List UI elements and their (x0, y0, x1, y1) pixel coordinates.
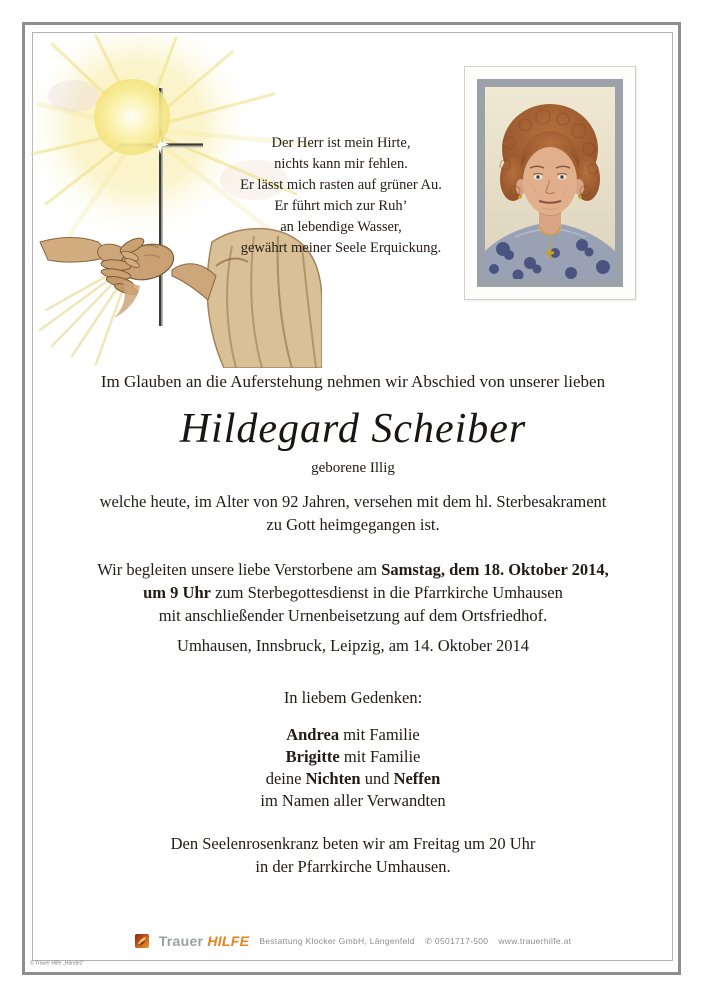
artwork-copyright: © Trauer Hilfe „Hände2“ (30, 961, 85, 967)
psalm-line: Er führt mich zur Ruh’ (274, 198, 408, 214)
text-line: welche heute, im Alter von 92 Jahren, versehen mit dem hl. Sterbesakrament (99, 492, 607, 511)
footer (34, 933, 672, 949)
brand-part-hilfe: HILFE (207, 933, 250, 949)
mourner-line: Brigitte mit Familie (285, 747, 421, 766)
text-line: in der Pfarrkirche Umhausen. (255, 857, 451, 876)
psalm-text (235, 133, 447, 259)
text-line: mit anschließender Urnenbeisetzung auf dem Ortsfriedhof. (158, 606, 548, 625)
psalm-line: gewährt meiner Seele Erquickung. (240, 240, 442, 256)
passing-paragraph (34, 490, 672, 536)
brand-part-trauer: Trauer (158, 933, 204, 949)
funeral-paragraph (34, 558, 672, 627)
sun (94, 79, 170, 155)
mourner-line: deine Nichten und Neffen (265, 769, 441, 788)
trauerhilfe-logo-icon (135, 934, 149, 948)
text-line: Den Seelenrosenkranz beten wir am Freitag um 20 Uhr (170, 834, 536, 853)
mourners-list (34, 724, 672, 812)
footer-phone: ✆ 0501717-500 (424, 935, 489, 946)
maiden-name: geborene Illig (311, 460, 395, 476)
deceased-name: Hildegard Scheiber (179, 406, 527, 452)
footer-website: www.trauerhilfe.at (498, 936, 572, 946)
portrait-photo-frame (464, 66, 636, 300)
rosary-paragraph (34, 832, 672, 878)
remembrance-heading: In liebem Gedenken: (283, 688, 423, 707)
text-line: zu Gott heimgegangen ist. (266, 515, 440, 534)
lower-left-rays (40, 272, 124, 364)
announcement-line: Im Glauben an die Auferstehung nehmen wir Abschied von unserer lieben (100, 372, 606, 391)
psalm-line: nichts kann mir fehlen. (274, 156, 408, 172)
trauerhilfe-brand (159, 933, 250, 949)
place-date-line: Umhausen, Innsbruck, Leipzig, am 14. Oktober 2014 (177, 636, 529, 655)
portrait-photo (485, 87, 615, 279)
psalm-line: an lebendige Wasser, (280, 219, 402, 235)
psalm-line: Der Herr ist mein Hirte, (271, 135, 411, 151)
mourner-line: Andrea mit Familie (286, 725, 420, 744)
psalm-line: Er lässt mich rasten auf grüner Au. (240, 177, 442, 193)
portrait-photo-matte (477, 79, 623, 287)
mourner-line: im Namen aller Verwandten (260, 791, 446, 810)
footer-company: Bestattung Klocker GmbH, Längenfeld (259, 936, 415, 946)
text-line: Wir begleiten unsere liebe Verstorbene am Samstag, dem 18. Oktober 2014, (97, 560, 609, 579)
text-line: um 9 Uhr zum Sterbegottesdienst in die Pfarrkirche Umhausen (143, 583, 563, 602)
